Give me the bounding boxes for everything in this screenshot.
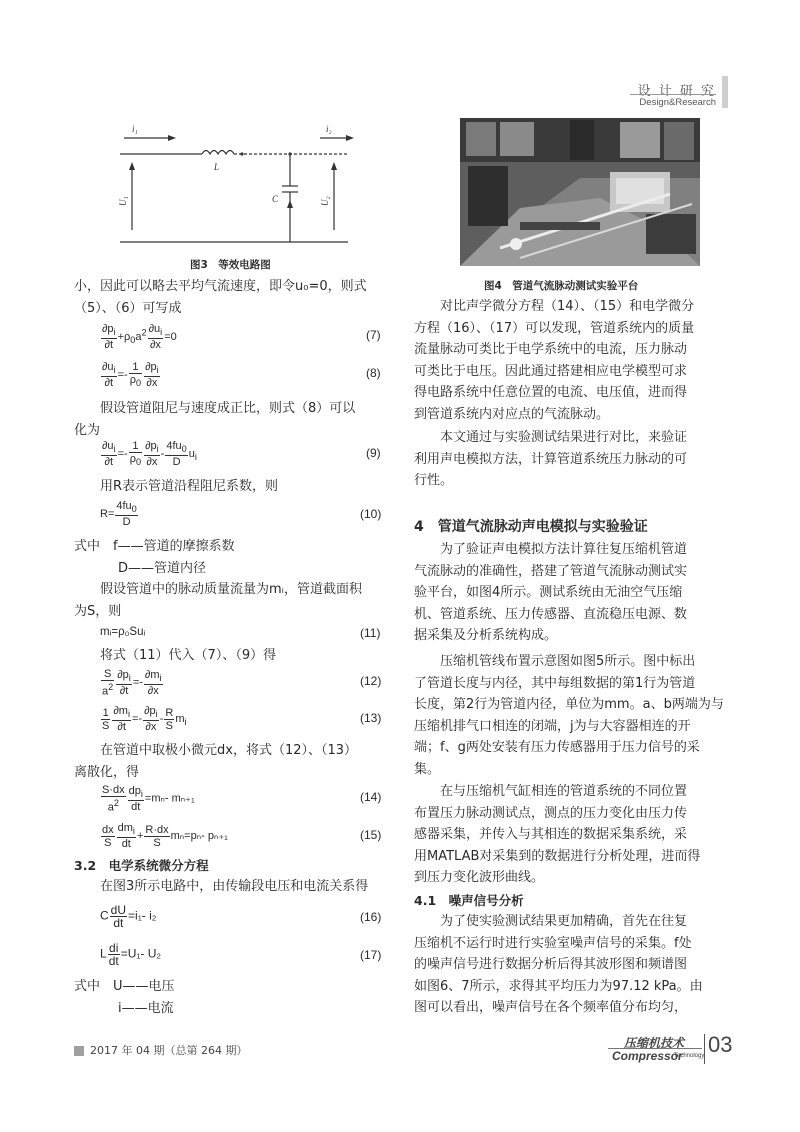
equation-10: R= $\frac{4fu_0}{D}$ [100, 500, 137, 529]
header-rule [630, 94, 716, 95]
equation-13: $\frac{1}{S}$ $\frac{\partial m_i}{\partial t}$ =- $\frac{\partial p_i}{\partial x}$ - $\frac{R}{S}$ $m_i$ [102, 705, 187, 734]
footer-journal-en-small: Technology [674, 1053, 705, 1059]
figure4-caption: 图4 管道气流脉动测试实验平台 [484, 280, 639, 292]
label-C: C [272, 194, 279, 204]
header-subtitle: Design&Research [639, 97, 716, 108]
label-U1: U₁ [118, 196, 128, 206]
equation-number-14: (14) [360, 790, 382, 804]
left-paragraph-7: 在图3所示电路中，由传输段电压和电流关系得 [100, 879, 369, 894]
footer-issue: 2017 年 04 期（总第 264 期） [90, 1044, 248, 1057]
figure4-photo [460, 118, 700, 266]
inductor-coil [202, 151, 234, 155]
footer-rule [608, 1048, 702, 1049]
equation-14: $\frac{S\cdot dx}{a^2}$ $\frac{dp_i}{dt}$ =mₙ- mₙ₊₁ [102, 784, 195, 814]
right-paragraph-5: 在与压缩机气缸相连的管道系统的不同位置 布置压力脉动测试点，测点的压力变化由压力传 感器采集，并传入与其相连的数据采集系统，采 用MATLAB对采集到的数据进行分析处理，进而得 到压力变化波形曲线。 [414, 784, 701, 885]
footer-page-number: 03 [708, 1032, 733, 1057]
footer-journal-cn: 压缩机技术 [624, 1036, 685, 1050]
equation-15: $\frac{dx}{S}$ $\frac{dm_i}{dt}$ + $\frac{R\cdot dx}{S}$ mₙ=pₙ- pₙ₊₁ [102, 822, 228, 851]
footer-journal-en: Compressor [612, 1049, 683, 1063]
equation-number-9: (9) [366, 446, 381, 460]
label-i2: i₂ [326, 124, 332, 134]
equation-number-8: (8) [366, 366, 381, 380]
equation-11: mᵢ=ρ₀Suᵢ [100, 626, 146, 638]
footer-divider [704, 1034, 705, 1064]
left-paragraph-1: 小，因此可以略去平均气流速度，即令u₀=0，则式 （5）、（6）可写成 [74, 279, 367, 316]
right-paragraph-2: 本文通过与实验测试结果进行对比，来验证 利用声电模拟方法，计算管道系统压力脉动的可 行性。 [414, 430, 688, 488]
equation-9: $\frac{\partial u_i}{\partial t}$ =- $\frac{1}{\rho_0}$ $\frac{\partial p_i}{\partial x}$ - $\frac{4fu_0}{D}$ $u_i$ [102, 440, 197, 469]
footer-square-icon [74, 1046, 84, 1056]
right-paragraph-1: 对比声学微分方程（14）、（15）和电学微分 方程（16）、（17）可以发现，管道系统内的质量 流量脉动可类比于电学系统中的电流，压力脉动 可类比于电压。因此通过搭建相应电学模型可求 得电路系统中任意位置的电流、电压值，进而得 到管道系统内对应点的气流脉动。 [414, 299, 695, 422]
left-where-1: 式中 f——管道的摩擦系数 D——管道内径 [74, 539, 235, 576]
header-bar [722, 76, 728, 108]
node-dot [240, 152, 243, 155]
capacitor-arrow-head [287, 200, 293, 208]
label-L: L [214, 162, 220, 172]
equation-17: L $\frac{di}{dt}$ =U₁- U₂ [100, 941, 162, 968]
equation-number-7: (7) [366, 328, 381, 342]
equation-number-16: (16) [360, 910, 382, 924]
i1-arrow-head [168, 135, 176, 141]
u2-arrow-head [331, 162, 337, 170]
node-dot-2 [288, 152, 291, 155]
figure3-circuit [110, 118, 360, 254]
u1-arrow-head [129, 162, 135, 170]
left-paragraph-4: 假设管道中的脉动质量流量为mᵢ，管道截面积 为S，则 [74, 582, 362, 619]
equation-number-10: (10) [360, 507, 382, 521]
equation-16: C $\frac{dU}{dt}$ =i₁- i₂ [100, 903, 157, 930]
equation-number-11: (11) [360, 626, 381, 640]
left-paragraph-2: 假设管道阻尼与速度成正比，则式（8）可以 化为 [74, 401, 356, 438]
equation-8: $\frac{\partial u_i}{\partial t}$ =- $\frac{1}{\rho_0}$ $\frac{\partial p_i}{\partial x}$ [102, 361, 159, 390]
figure3-caption: 图3 等效电路图 [190, 259, 271, 271]
left-paragraph-3: 用R表示管道沿程阻尼系数，则 [100, 479, 279, 494]
right-paragraph-6: 为了使实验测试结果更加精确，首先在往复 压缩机不运行时进行实验室噪声信号的采集。f处 的噪声信号进行数据分析后得其波形图和频谱图 如图6、7所示，求得其平均压力为97.12 kPa。由 图可以看出，噪声信号在各个频率值分布均匀， [414, 914, 703, 1015]
equation-number-15: (15) [360, 828, 382, 842]
header-title: 设 计 研 究 [637, 84, 716, 99]
equation-number-13: (13) [360, 711, 382, 725]
left-where-2: 式中 U——电压 i——电流 [74, 979, 175, 1016]
right-paragraph-3: 为了验证声电模拟方法计算往复压缩机管道 气流脉动的准确性，搭建了管道气流脉动测试实 验平台，如图4所示。测试系统由无油空气压缩 机、管道系统、压力传感器、直流稳压电源、数 据采集及分析系统构成。 [414, 542, 688, 643]
section-4-1-heading: 4.1 噪声信号分析 [414, 893, 524, 908]
equation-number-12: (12) [360, 674, 382, 688]
i2-arrow-head [346, 135, 354, 141]
equation-12: $\frac{S}{a^2}$ $\frac{\partial p_i}{\partial t}$ =- $\frac{\partial m_i}{\partial x}$ [102, 668, 162, 698]
right-paragraph-4: 压缩机管线布置示意图如图5所示。图中标出 了管道长度与内径，其中每组数据的第1行为管道 长度，第2行为管道内径，单位为mm。a、b两端为与 压缩机排气口相连的闭端，j为与大容器相连的开 端；f、g两处安装有压力传感器用于压力信号的采 集。 [414, 654, 724, 777]
label-U2: U₂ [320, 196, 330, 206]
section-4-heading: 4 管道气流脉动声电模拟与实验验证 [414, 519, 648, 535]
equation-7: $\frac{\partial p_i}{\partial t}$ $+\rho_0a^2$ $\frac{\partial u_i}{\partial x}$ =0 [102, 323, 177, 352]
section-3-2-heading: 3.2 电学系统微分方程 [74, 858, 209, 873]
left-paragraph-5: 将式（11）代入（7）、（9）得 [100, 648, 277, 663]
equation-number-17: (17) [360, 948, 382, 962]
label-i1: i₁ [132, 124, 138, 134]
left-paragraph-6: 在管道中取极小微元dx，将式（12）、（13） 离散化，得 [74, 743, 358, 780]
